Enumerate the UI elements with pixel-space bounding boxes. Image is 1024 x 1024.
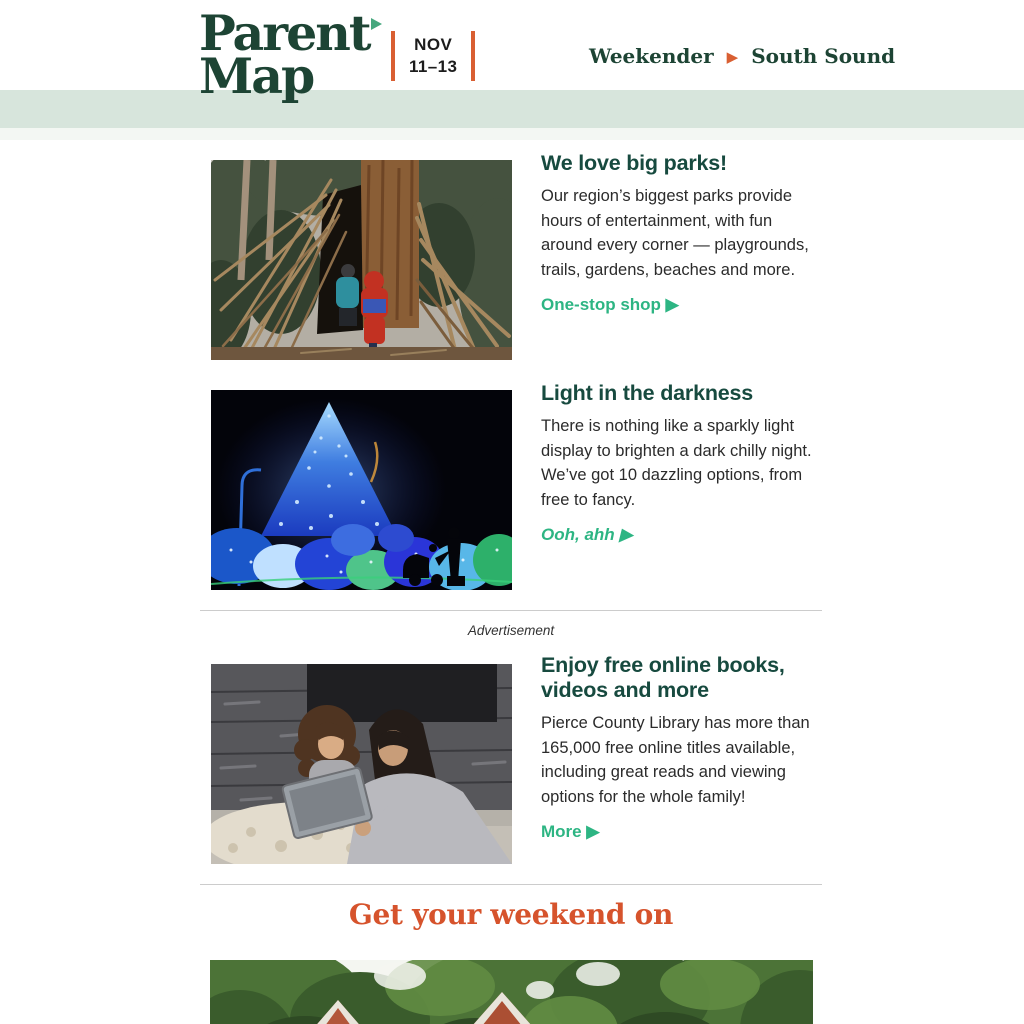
one-stop-shop-link[interactable]: One-stop shop ▶ — [541, 295, 679, 314]
article-body: Our region’s biggest parks provide hours of entertainment, with fun around every corner — playgrounds, trails, gardens, beaches and more. — [541, 187, 809, 279]
mint-band-fade — [0, 128, 1024, 140]
date-badge — [391, 31, 475, 81]
weekend-park-photo[interactable] — [210, 960, 813, 1024]
article-library-ad — [541, 653, 828, 842]
advertisement-label: Advertisement — [467, 623, 555, 638]
logo-text-parent: Parent — [199, 4, 370, 62]
edition-region: South Sound — [751, 44, 896, 68]
article-big-parks — [541, 151, 828, 315]
divider — [200, 884, 822, 885]
edition-arrow-icon: ▶ — [726, 47, 739, 66]
parentmap-logo[interactable] — [199, 4, 382, 105]
date-text — [409, 34, 457, 78]
edition-name: Weekender — [589, 44, 714, 68]
library-ad-photo[interactable] — [211, 664, 512, 864]
green-flag-icon — [371, 18, 382, 30]
article-body: There is nothing like a sparkly light display to brighten a dark chilly night. We’ve got 10 dazzling options, from free to fancy. — [541, 417, 812, 509]
ooh-ahh-link[interactable]: Ooh, ahh ▶ — [541, 525, 633, 544]
article-title: Enjoy free online books, videos and more — [541, 653, 785, 702]
logo-text-map: Map — [199, 47, 314, 105]
date-range: 11–13 — [409, 57, 458, 76]
more-link[interactable]: More ▶ — [541, 822, 600, 841]
article-lights — [541, 381, 828, 545]
divider — [200, 610, 822, 611]
article-body: Pierce County Library has more than 165,000 free online titles available, including great reads and viewing options for the whole family! — [541, 714, 810, 806]
weekend-section-heading: Get your weekend on — [348, 898, 674, 931]
date-month: NOV — [414, 35, 453, 54]
edition-label — [589, 44, 895, 68]
article-title: We love big parks! — [541, 151, 727, 175]
holiday-lights-photo[interactable] — [211, 390, 512, 590]
article-title: Light in the darkness — [541, 381, 754, 405]
mint-band — [0, 90, 1024, 128]
big-parks-photo[interactable] — [211, 160, 512, 360]
